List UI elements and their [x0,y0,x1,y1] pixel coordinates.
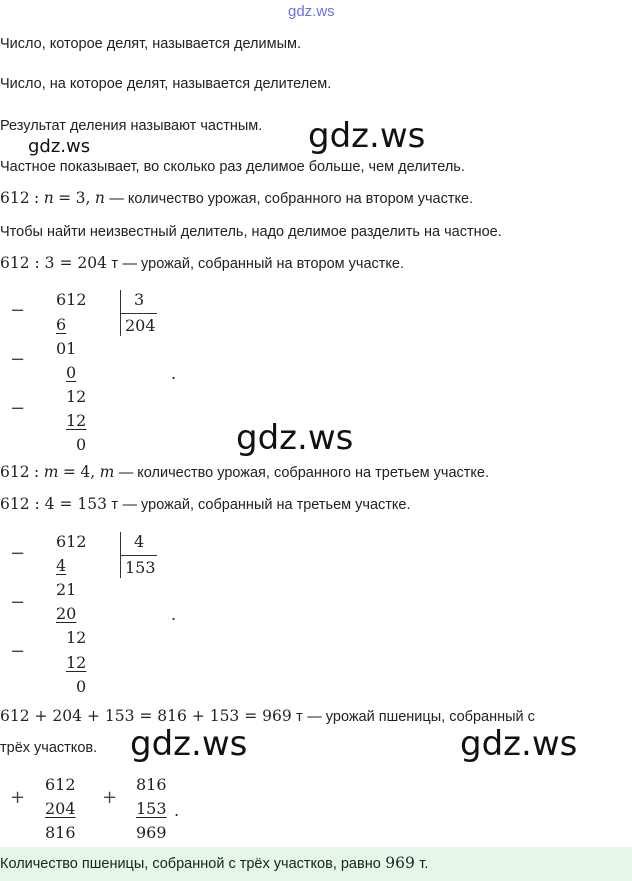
watermark-big-3: gdz.ws [130,724,248,764]
sum: 816 [45,823,76,842]
remainder: 12 [66,387,87,406]
watermark-big-4: gdz.ws [460,724,578,764]
divisor: 4 [134,532,145,551]
period: . [174,801,180,820]
total-equation-continued: трёх участков. [0,740,98,756]
subtrahend: 12 [66,411,87,430]
quotient: 204 [125,316,156,335]
addend: 612 [45,775,76,794]
remainder: 21 [56,580,77,599]
definition-quotient: Результат деления называют частным. [0,118,263,134]
subtrahend: 12 [66,653,87,672]
final-remainder: 0 [76,435,87,454]
addend: 816 [136,775,167,794]
watermark-big-1: gdz.ws [308,116,426,156]
minus-sign: − [10,641,26,662]
rule-unknown-divisor: Чтобы найти неизвестный делитель, надо делимое разделить на частное. [0,224,502,240]
sum: 969 [136,823,167,842]
watermark-top: gdz.ws [288,3,335,20]
minus-sign: − [10,543,26,564]
dividend: 612 [56,532,87,551]
equation-n: 612 : n = 3, n — количество урожая, собранного на втором участке. [0,189,474,207]
period: . [171,605,177,624]
minus-sign: − [10,349,26,370]
subtrahend: 4 [56,556,67,575]
total-equation: 612 + 204 + 153 = 816 + 153 = 969 т — урожай пшеницы, собранный с [0,707,535,725]
addend: 153 [136,799,167,818]
subtrahend: 6 [56,315,67,334]
minus-sign: − [10,300,26,321]
final-remainder: 0 [76,677,87,696]
watermark-big-2: gdz.ws [236,418,354,458]
result-second-plot: 612 : 3 = 204 т — урожай, собранный на втором участке. [0,254,405,272]
definition-dividend: Число, которое делят, называется делимым. [0,36,301,52]
addend: 204 [45,799,76,818]
subtrahend: 20 [56,604,77,623]
dividend: 612 [56,290,87,309]
period: . [171,364,177,383]
answer-box [0,847,632,881]
definition-divisor: Число, на которое делят, называется делителем. [0,76,332,92]
plus-sign: + [10,787,26,808]
subtrahend: 0 [66,363,77,382]
minus-sign: − [10,592,26,613]
remainder: 01 [56,339,77,358]
answer-text: Количество пшеницы, собранной с трёх участков, равно 969 т. [0,854,429,872]
divisor: 3 [134,290,145,309]
remainder: 12 [66,628,87,647]
watermark-mid: gdz.ws [28,136,91,157]
equation-m: 612 : m = 4, m — количество урожая, собранного на третьем участке. [0,463,490,481]
plus-sign: + [102,787,118,808]
quotient-meaning: Частное показывает, во сколько раз делимое больше, чем делитель. [0,159,465,175]
minus-sign: − [10,398,26,419]
result-third-plot: 612 : 4 = 153 т — урожай, собранный на третьем участке. [0,495,411,513]
quotient: 153 [125,558,156,577]
